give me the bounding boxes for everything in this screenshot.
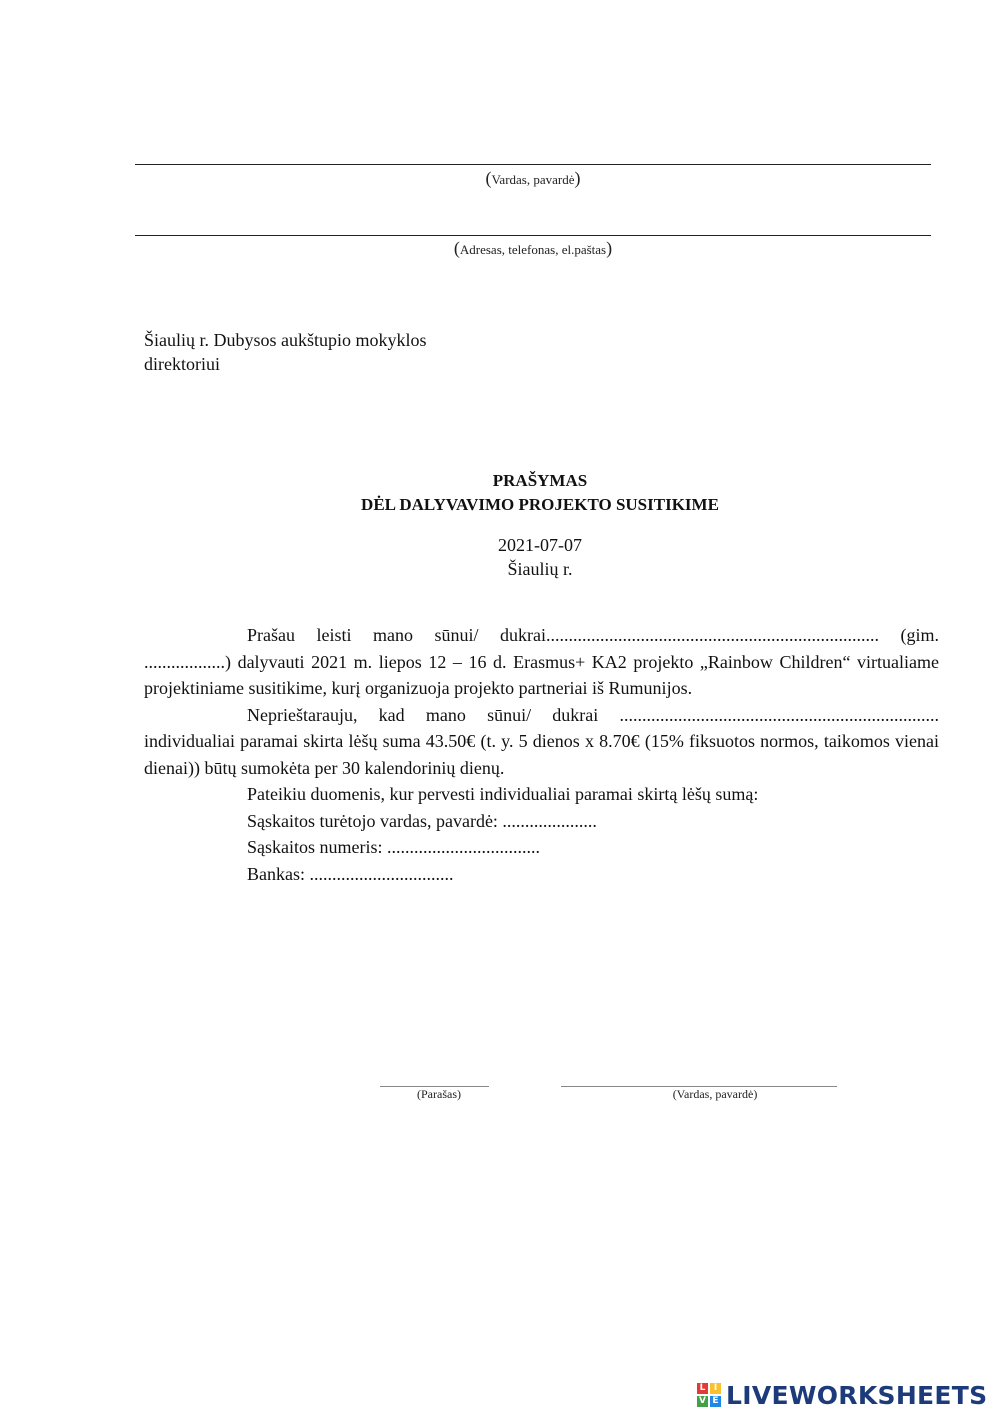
logo-letter-e: E [710, 1396, 721, 1407]
request-body [144, 622, 939, 887]
title-line-2: DĖL DALYVAVIMO PROJEKTO SUSITIKIME [361, 495, 719, 514]
logo-letter-i: I [710, 1383, 721, 1394]
document-date: 2021-07-07 [498, 535, 582, 555]
address-line [135, 235, 931, 236]
paragraph-payment: Neprieštarauju, kad mano sūnui/ dukrai ....................................................................... individualiai paramai skirta lėšų suma 43.50€ (t. y. 5 dienos x 8.70€ (15% fiksuotos normos, taikomos vienai dienai)) būtų sumokėta per 30 kalendorinių dienų. [144, 704, 939, 778]
bank-field: Bankas: ................................ [247, 863, 454, 884]
liveworksheets-logo [697, 1380, 987, 1410]
account-holder-field: Sąskaitos turėtojo vardas, pavardė: ..................... [247, 810, 597, 831]
document-place: Šiaulių r. [507, 559, 573, 579]
logo-icon [697, 1383, 721, 1407]
logo-letter-l: L [697, 1383, 708, 1394]
paragraph-consent: Prašau leisti mano sūnui/ dukrai.......................................................................... (gim. ..................) dalyvauti 2021 m. liepos 12 – 16 d. Erasmus+ KA2 projekto „Rainbow Children“ virtualiame projektiniame susitikime, kurį organizuoja projekto partneriai iš Rumunijos. [144, 625, 939, 698]
logo-letter-v: V [697, 1396, 708, 1407]
name-line [135, 164, 931, 165]
recipient-line-1: Šiaulių r. Dubysos aukštupio mokyklos [144, 330, 427, 350]
title-line-1: PRAŠYMAS [492, 471, 588, 490]
bank-info-intro: Pateikiu duomenis, kur pervesti individualiai paramai skirtą lėšų sumą: [247, 784, 759, 804]
name-caption: (Vardas, pavardė) [485, 168, 581, 188]
recipient [144, 328, 427, 376]
recipient-line-2: direktoriui [144, 354, 220, 374]
account-number-field: Sąskaitos numeris: .................................. [247, 837, 540, 857]
signature-caption: (Parašas) [417, 1087, 461, 1101]
document-title [0, 469, 1000, 517]
address-caption: (Adresas, telefonas, el.paštas) [453, 238, 613, 258]
date-place [0, 533, 1000, 581]
signer-name-caption: (Vardas, pavardė) [672, 1087, 758, 1101]
logo-text: LIVEWORKSHEETS [726, 1380, 988, 1410]
